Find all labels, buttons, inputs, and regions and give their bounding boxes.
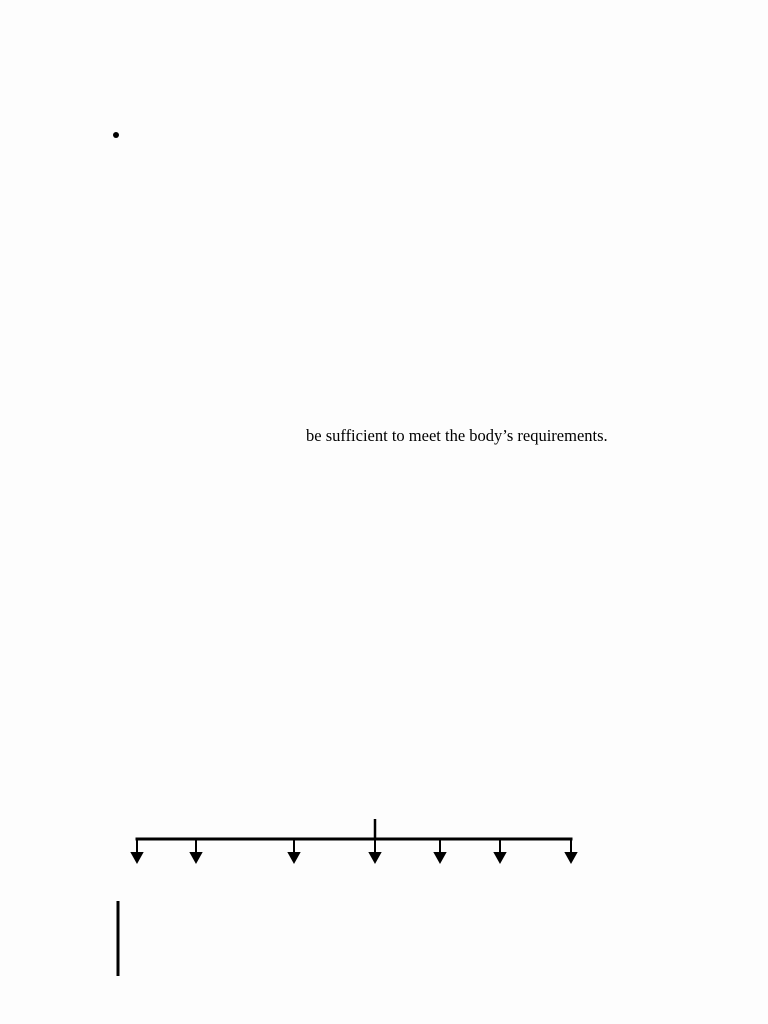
branch-arrow-3 bbox=[289, 838, 299, 862]
branch-arrow-1 bbox=[132, 838, 142, 862]
branch-arrow-4 bbox=[370, 838, 380, 862]
branch-arrow-7 bbox=[566, 838, 576, 862]
list-bullet bbox=[113, 132, 119, 138]
branch-arrow-6 bbox=[495, 838, 505, 862]
diagram-branches bbox=[132, 838, 576, 862]
branch-arrow-5 bbox=[435, 838, 445, 862]
branch-arrow-2 bbox=[191, 838, 201, 862]
body-text-line: be sufficient to meet the body’s requirements. bbox=[306, 426, 608, 445]
